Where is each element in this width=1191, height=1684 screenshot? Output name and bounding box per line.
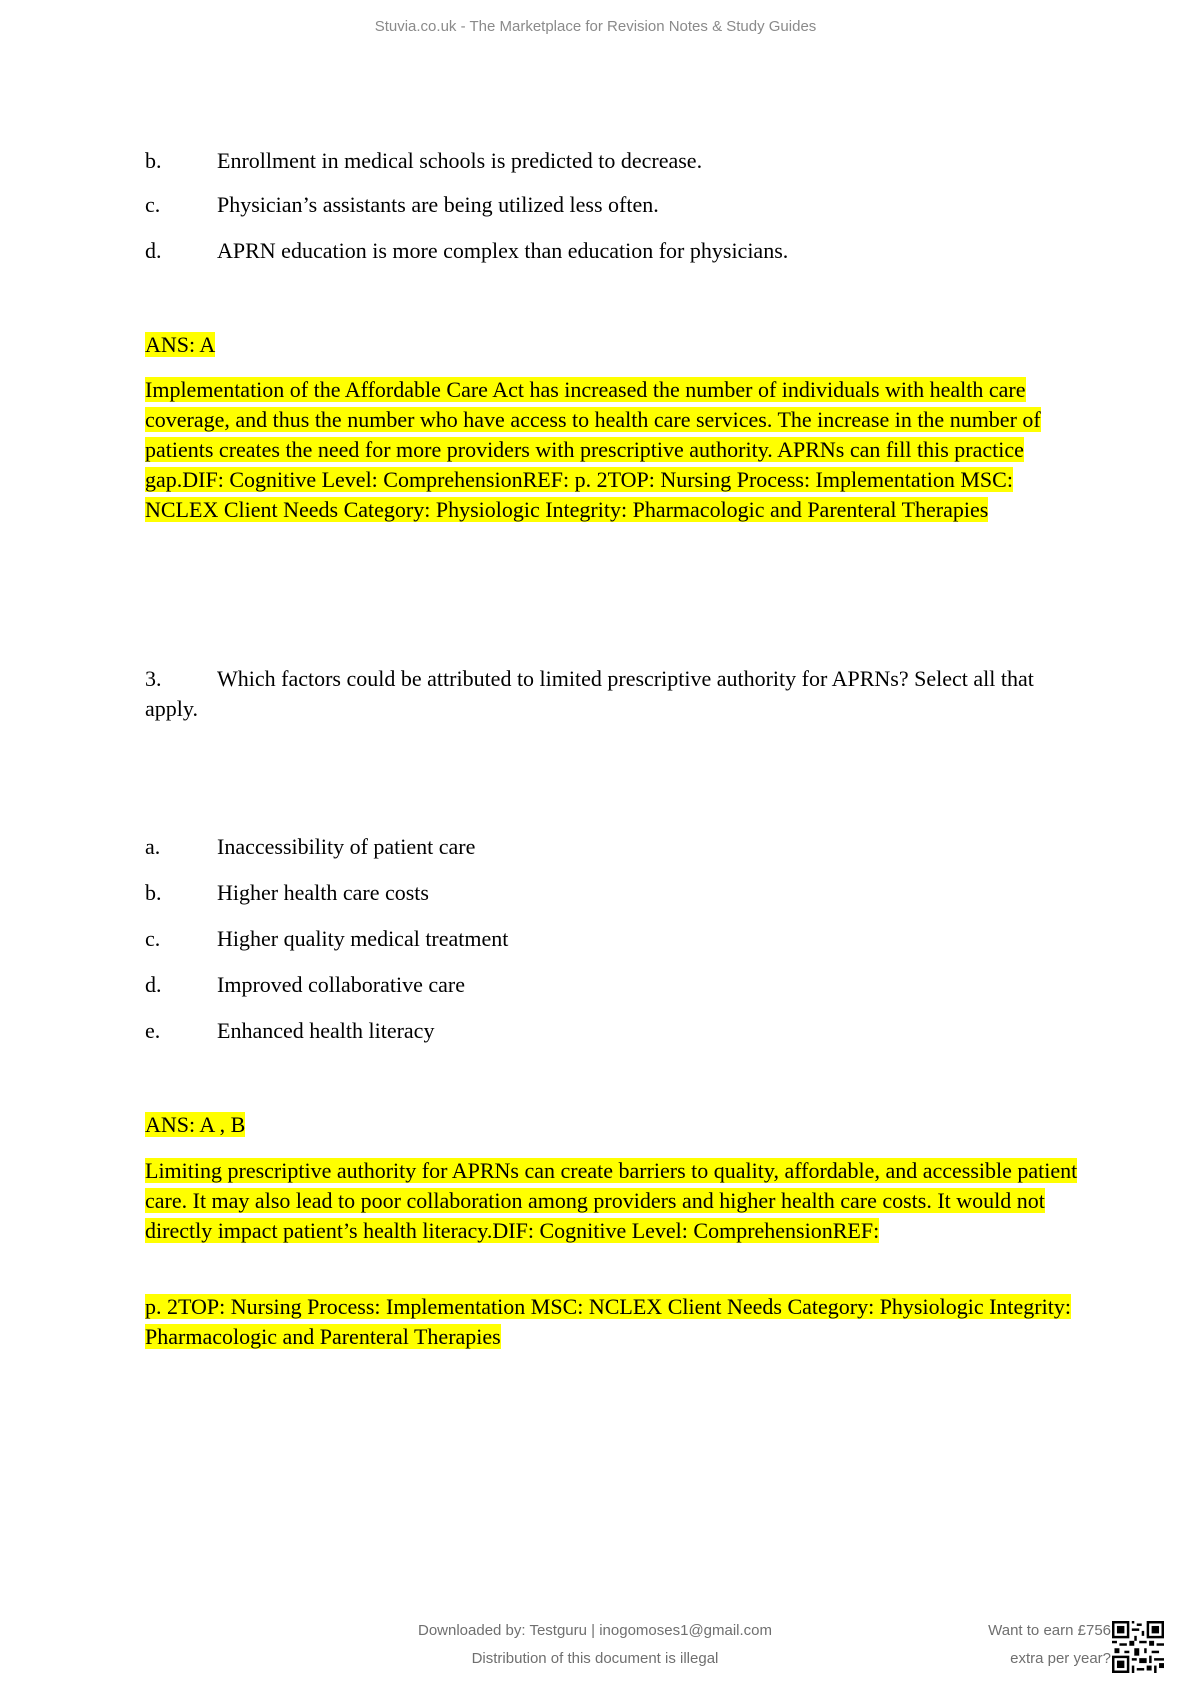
footer-earn-line2[interactable]: extra per year? bbox=[1010, 1650, 1111, 1667]
option-text: Enrollment in medical schools is predicted to decrease. bbox=[217, 148, 703, 173]
footer-distribution-notice: Distribution of this document is illegal bbox=[471, 1650, 719, 1667]
q2-option-d bbox=[145, 236, 788, 266]
footer-downloaded-by: Downloaded by: Testguru | inogomoses1@gmail.com bbox=[417, 1622, 773, 1639]
option-text: Higher quality medical treatment bbox=[217, 926, 509, 951]
option-letter: c. bbox=[145, 192, 161, 217]
option-letter: e. bbox=[145, 1018, 161, 1043]
option-letter: d. bbox=[145, 972, 162, 997]
question-text: Which factors could be attributed to limited prescriptive authority for APRNs? Select all that apply. bbox=[145, 666, 1034, 721]
q3-stem bbox=[145, 664, 1075, 724]
q3-option-e bbox=[145, 1016, 434, 1046]
q3-answer: ANS: A , B bbox=[145, 1112, 246, 1137]
question-number: 3. bbox=[145, 666, 162, 691]
q3-option-d bbox=[145, 970, 465, 1000]
q2-answer: ANS: A bbox=[145, 332, 216, 357]
q3-option-b bbox=[145, 878, 429, 908]
q3-rationale-part2: p. 2TOP: Nursing Process: Implementation MSC: NCLEX Client Needs Category: Physiologic Integrity: Pharmacologic and Parenteral Therapies bbox=[145, 1294, 1071, 1349]
q2-option-b bbox=[145, 146, 702, 176]
option-letter: c. bbox=[145, 926, 161, 951]
option-letter: b. bbox=[145, 880, 162, 905]
option-text: Improved collaborative care bbox=[217, 972, 465, 997]
option-text: Enhanced health literacy bbox=[217, 1018, 435, 1043]
q3-option-c bbox=[145, 924, 508, 954]
option-letter: d. bbox=[145, 238, 162, 263]
footer-earn-line1[interactable]: Want to earn £756 bbox=[988, 1622, 1111, 1639]
option-text: Inaccessibility of patient care bbox=[217, 834, 476, 859]
option-letter: b. bbox=[145, 148, 162, 173]
q2-rationale: Implementation of the Affordable Care Act has increased the number of individuals with health care coverage, and thus the number who have access to health care services. The increase in the number of patients creates the need for more providers with prescriptive authority. APRNs can fill this practice gap.DIF: Cognitive Level: ComprehensionREF: p. 2TOP: Nursing Process: Implementation MSC: NCLEX Client Needs Category: Physiologic Integrity: Pharmacologic and Parenteral Therapies bbox=[145, 377, 1041, 522]
option-text: APRN education is more complex than education for physicians. bbox=[217, 238, 789, 263]
option-letter: a. bbox=[145, 834, 161, 859]
q3-rationale-part1: Limiting prescriptive authority for APRNs can create barriers to quality, affordable, and accessible patient care. It may also lead to poor collaboration among providers and higher health care costs. It would not directly impact patient’s health literacy.DIF: Cognitive Level: ComprehensionREF: bbox=[145, 1158, 1078, 1243]
option-text: Higher health care costs bbox=[217, 880, 429, 905]
site-header: Stuvia.co.uk - The Marketplace for Revision Notes & Study Guides bbox=[374, 18, 817, 35]
q3-option-a bbox=[145, 832, 475, 862]
q2-option-c bbox=[145, 190, 659, 220]
qr-code-icon[interactable] bbox=[1112, 1621, 1164, 1673]
option-text: Physician’s assistants are being utilized less often. bbox=[217, 192, 659, 217]
